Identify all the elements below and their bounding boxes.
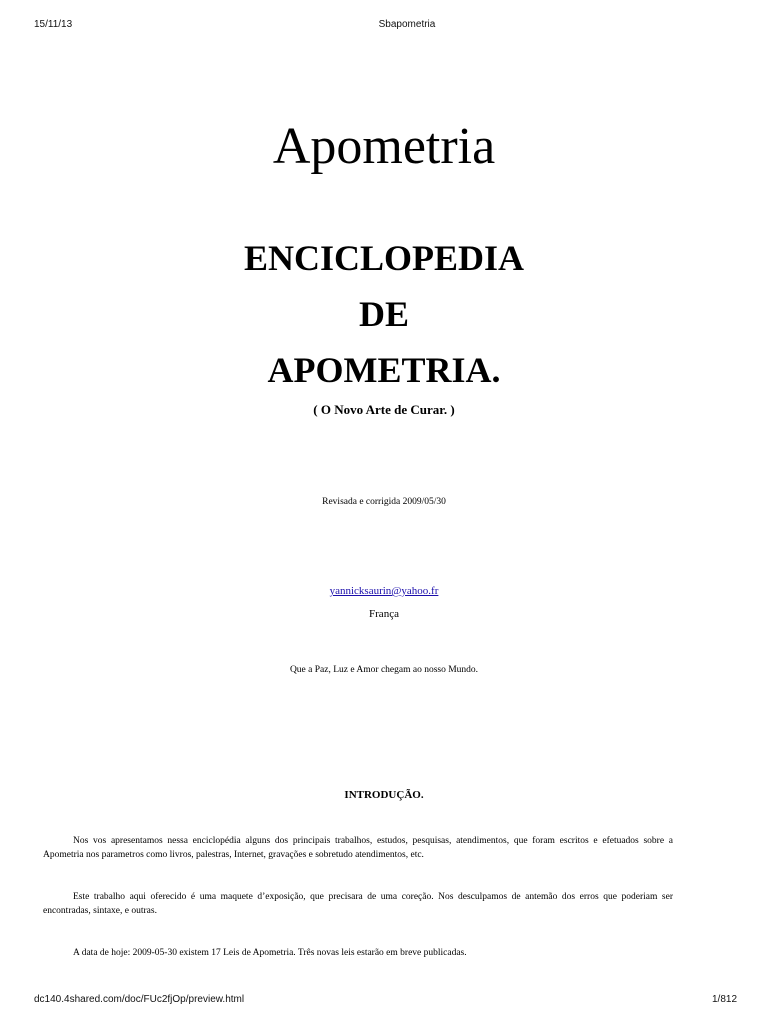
paragraph-3: A data de hoje: 2009-05-30 existem 17 Leis de Apometria. Três novas leis estarão em breve publicadas. bbox=[73, 948, 467, 958]
blessing: Que a Paz, Luz e Amor chegam ao nosso Mundo. bbox=[289, 665, 479, 675]
paragraph-1: Nos vos apresentamos nessa enciclopédia alguns dos principais trabalhos, estudos, pesquisas, atendimentos, que foram escritos e efetuados sobre a Apometria nos parametros como livros, palestras, Internet, gravações e sobretudo atendimentos, etc. bbox=[43, 836, 673, 860]
email-row bbox=[0, 584, 768, 598]
document-title: Apometria bbox=[272, 118, 496, 175]
country: França bbox=[369, 608, 399, 620]
revision-note: Revisada e corrigida 2009/05/30 bbox=[322, 497, 446, 507]
paragraph-2: Este trabalho aqui oferecido é uma maquete d’exposição, que precisara de uma coreção. Nos desculpamos de antemão dos erros que poderiam ser encontradas, sintaxe, e outras. bbox=[43, 892, 673, 916]
print-date: 15/11/13 bbox=[34, 19, 73, 30]
heading-line-3: APOMETRIA. bbox=[267, 350, 501, 390]
print-title: Sbapometria bbox=[378, 19, 436, 30]
heading-line-2: DE bbox=[358, 294, 409, 334]
intro-heading: INTRODUÇÃO. bbox=[344, 789, 424, 801]
heading-line-1: ENCICLOPEDIA bbox=[243, 238, 525, 278]
print-url: dc140.4shared.com/doc/FUc2fjOp/preview.html bbox=[34, 994, 245, 1005]
email-link[interactable]: yannicksaurin@yahoo.fr bbox=[329, 585, 439, 597]
subtitle: ( O Novo Arte de Curar. ) bbox=[313, 402, 455, 417]
print-page-number: 1/812 bbox=[712, 994, 738, 1005]
